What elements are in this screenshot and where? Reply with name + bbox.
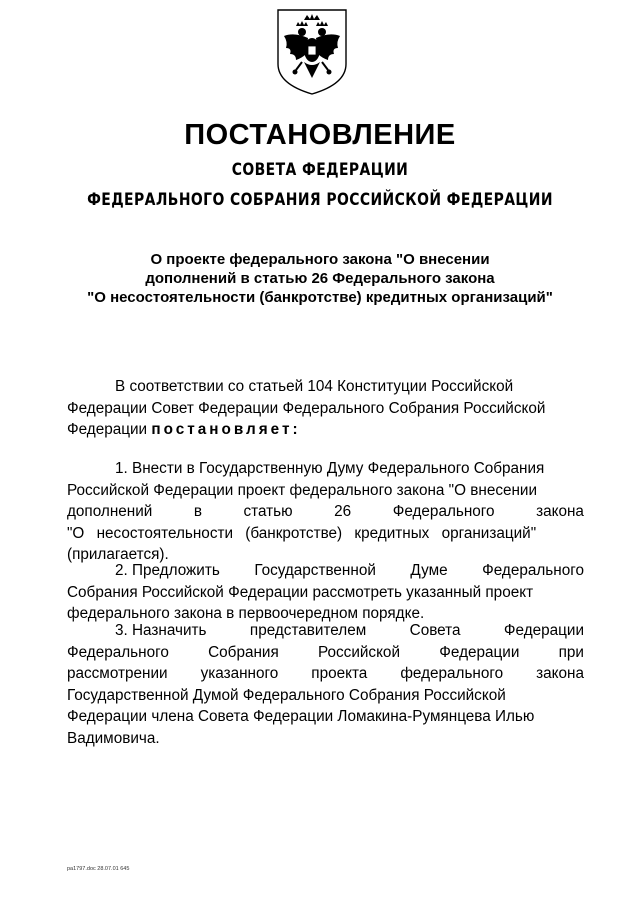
word: представителем [249,622,367,639]
paragraph-line-justified [67,560,584,582]
word: 2. Предложить [115,562,220,579]
coat-of-arms-emblem-icon [274,6,350,96]
subject-line: "О несостоятельности (банкротстве) кредитных организаций" [87,289,553,306]
preamble-paragraph [67,376,584,441]
text-fragment: Федерации [67,421,148,439]
paragraph-line: "О несостоятельности (банкротстве) кредитных организаций" [67,524,537,542]
word: дополнений [67,503,153,521]
paragraph-line: Федерации члена Совета Федерации Ломакина-Румянцева Илью [67,708,535,726]
word: федерального [400,665,504,683]
paragraph-line: федерального закона в первоочередном порядке. [67,605,425,623]
paragraph-line-justified [67,663,584,685]
issuer-line-2: ФЕДЕРАЛЬНОГО СОБРАНИЯ РОССИЙСКОЙ ФЕДЕРАЦИИ [87,190,553,210]
word: Государственной [254,562,376,579]
word: Совета [409,622,461,639]
word: Федерального [482,562,584,579]
paragraph-line: (прилагается). [67,546,169,564]
paragraph-line: Российской Федерации проект федерального закона "О внесении [67,481,538,499]
word: 3. Назначить [115,622,207,639]
word: Думе [410,562,448,579]
paragraph-line: Федерации Совет Федерации Федерального Собрания Российской [67,399,546,417]
issuer-line-1: СОВЕТА ФЕДЕРАЦИИ [231,160,409,180]
paragraph-line: Собрания Российской Федерации рассмотреть указанный проект [67,583,534,601]
item-1-paragraph [67,458,584,566]
paragraph-line: Вадимовича. [67,729,160,747]
word: Российской [318,643,400,661]
subject-line: О проекте федерального закона "О внесении [150,251,490,268]
word: в [193,503,202,521]
item-2-paragraph [67,560,584,625]
resolution-verb: постановляет: [151,421,301,439]
document-subject [60,250,580,307]
paragraph-line: 1. Внести в Государственную Думу Федерального Собрания [115,460,545,477]
word: статью [243,503,293,521]
paragraph-line-justified [67,642,584,664]
word: рассмотрении [67,665,168,683]
word: 26 [334,503,352,521]
paragraph-line-justified [67,620,584,642]
paragraph-line-justified [67,501,584,523]
word: указанного [200,665,279,683]
paragraph-line: Государственной Думой Федерального Собрания Российской [67,686,506,704]
paragraph-line: В соответствии со статьей 104 Конституции Российской [115,378,514,395]
word: Федерального [67,643,169,661]
word: Собрания [208,643,279,661]
word: при [558,643,584,661]
paragraph-line [67,419,584,441]
word: проекта [311,665,368,683]
document-title: ПОСТАНОВЛЕНИЕ [184,119,456,151]
word: Федерального [392,503,495,521]
word: Федерации [503,622,584,639]
word: Федерации [439,643,520,661]
subject-line: дополнений в статью 26 Федерального закона [145,270,495,287]
word: закона [536,503,584,521]
item-3-paragraph [67,620,584,750]
document-footer-code: pa1797.doc 28.07.01 645 [67,866,130,872]
word: закона [536,665,584,683]
